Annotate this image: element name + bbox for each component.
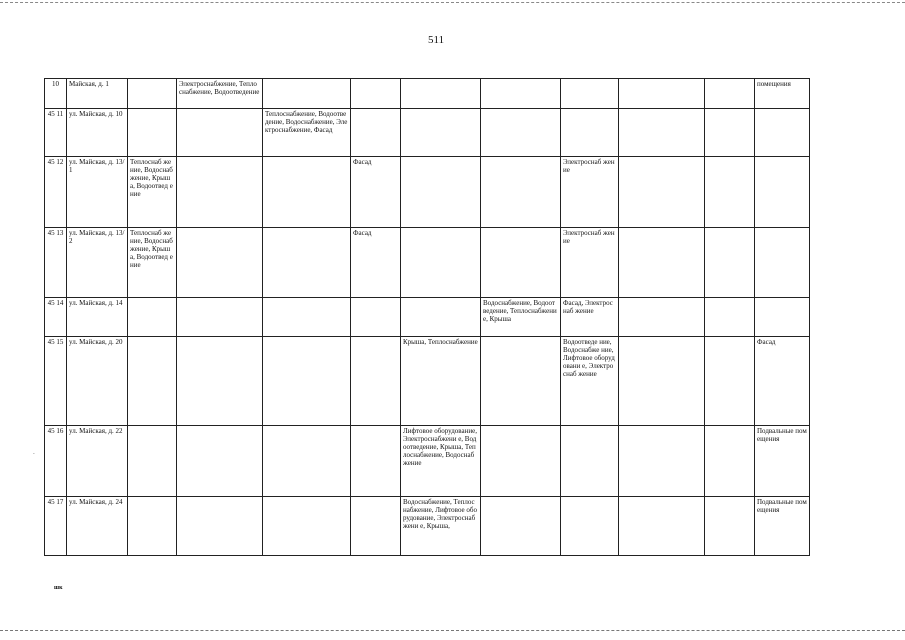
work-cell xyxy=(705,497,755,556)
address-cell: ул. Майская, д. 14 xyxy=(67,298,128,337)
page-number: 511 xyxy=(428,34,445,46)
work-cell xyxy=(481,228,561,298)
work-cell xyxy=(401,298,481,337)
work-cell xyxy=(263,79,351,109)
work-cell xyxy=(401,157,481,228)
work-cell xyxy=(351,426,401,497)
address-cell: ул. Майская, д. 13/1 xyxy=(67,157,128,228)
address-cell: ул. Майская, д. 20 xyxy=(67,337,128,426)
work-cell xyxy=(705,79,755,109)
work-cell xyxy=(177,497,263,556)
work-cell xyxy=(263,426,351,497)
table-row xyxy=(45,157,810,228)
work-cell xyxy=(619,298,705,337)
work-cell xyxy=(263,497,351,556)
work-cell: Электроснаб жение xyxy=(561,157,619,228)
work-cell xyxy=(351,79,401,109)
work-cell xyxy=(561,426,619,497)
work-cell xyxy=(351,337,401,426)
work-cell xyxy=(128,79,177,109)
work-cell xyxy=(705,337,755,426)
work-cell xyxy=(755,157,810,228)
table-row xyxy=(45,79,810,109)
scan-edge-bottom xyxy=(0,630,905,631)
work-cell xyxy=(351,298,401,337)
work-cell xyxy=(705,228,755,298)
work-cell xyxy=(481,337,561,426)
work-cell: Подвальные помещения xyxy=(755,497,810,556)
work-cell: Водоснабжение, Водоотведение, Теплоснабжение, Крыша xyxy=(481,298,561,337)
table-row xyxy=(45,497,810,556)
address-cell: ул. Майская, д. 24 xyxy=(67,497,128,556)
work-cell xyxy=(177,157,263,228)
work-cell: Теплоснаб жение, Водоснаб жение, Крыша, Водоотвед ение xyxy=(128,228,177,298)
work-cell xyxy=(481,426,561,497)
work-cell: Теплоснабжение, Водоотведение, Водоснабжение, Электроснабжение, Фасад xyxy=(263,109,351,157)
table-row xyxy=(45,337,810,426)
work-cell xyxy=(619,157,705,228)
row-number: 10 xyxy=(45,79,67,109)
work-cell xyxy=(561,497,619,556)
table-row xyxy=(45,109,810,157)
work-cell xyxy=(619,337,705,426)
row-number: 45 12 xyxy=(45,157,67,228)
repair-schedule-table xyxy=(44,78,810,556)
table-row xyxy=(45,228,810,298)
work-cell xyxy=(705,426,755,497)
work-cell xyxy=(177,298,263,337)
work-cell xyxy=(401,228,481,298)
footer-mark: шк xyxy=(54,585,63,591)
row-number: 45 16 xyxy=(45,426,67,497)
row-number: 45 14 xyxy=(45,298,67,337)
work-cell xyxy=(177,228,263,298)
row-number: 45 13 xyxy=(45,228,67,298)
work-cell xyxy=(755,228,810,298)
work-cell xyxy=(705,157,755,228)
row-number: 45 11 xyxy=(45,109,67,157)
work-cell xyxy=(561,79,619,109)
work-cell xyxy=(619,497,705,556)
work-cell: Электроснаб жение xyxy=(561,228,619,298)
address-cell: ул. Майская, д. 22 xyxy=(67,426,128,497)
work-cell xyxy=(481,79,561,109)
work-cell: Лифтовое оборудование, Электроснабжени е, Водоотведение, Крыша, Теплоснабжение, Водоснабжение xyxy=(401,426,481,497)
address-cell: Майская, д. 1 xyxy=(67,79,128,109)
work-cell xyxy=(128,426,177,497)
work-cell xyxy=(177,426,263,497)
work-cell xyxy=(619,228,705,298)
work-cell xyxy=(128,298,177,337)
work-cell: Фасад xyxy=(351,228,401,298)
work-cell: Электроснабжение, Теплоснабжение, Водоотведение xyxy=(177,79,263,109)
work-cell: помещения xyxy=(755,79,810,109)
work-cell xyxy=(401,79,481,109)
table-row xyxy=(45,298,810,337)
margin-mark: - xyxy=(33,452,35,457)
work-cell: Водоотведе ние, Водоснабже ние, Лифтовое оборудовани е, Электроснаб жение xyxy=(561,337,619,426)
work-cell: Водоснабжение, Теплоснабжение, Лифтовое оборудование, Электроснабжени е, Крыша, xyxy=(401,497,481,556)
work-cell: Крыша, Теплоснабжение xyxy=(401,337,481,426)
work-cell: Фасад xyxy=(351,157,401,228)
work-cell xyxy=(705,298,755,337)
work-cell xyxy=(481,109,561,157)
address-cell: ул. Майская, д. 13/2 xyxy=(67,228,128,298)
work-cell xyxy=(561,109,619,157)
work-cell xyxy=(263,337,351,426)
work-cell xyxy=(263,157,351,228)
work-cell xyxy=(177,109,263,157)
work-cell xyxy=(619,109,705,157)
work-cell xyxy=(755,109,810,157)
work-cell xyxy=(705,109,755,157)
work-cell xyxy=(619,426,705,497)
row-number: 45 17 xyxy=(45,497,67,556)
work-cell xyxy=(128,497,177,556)
work-cell xyxy=(481,157,561,228)
table-row xyxy=(45,426,810,497)
work-cell xyxy=(755,298,810,337)
work-cell: Теплоснаб жение, Водоснаб жение, Крыша, Водоотвед ение xyxy=(128,157,177,228)
work-cell xyxy=(351,497,401,556)
work-cell xyxy=(481,497,561,556)
work-cell xyxy=(401,109,481,157)
work-cell: Фасад, Электроснаб жение xyxy=(561,298,619,337)
work-cell xyxy=(177,337,263,426)
scan-edge-top xyxy=(0,2,905,3)
work-cell xyxy=(263,228,351,298)
work-cell xyxy=(128,337,177,426)
row-number: 45 15 xyxy=(45,337,67,426)
work-cell: Подвальные помещения xyxy=(755,426,810,497)
work-cell: Фасад xyxy=(755,337,810,426)
work-cell xyxy=(128,109,177,157)
work-cell xyxy=(619,79,705,109)
work-cell xyxy=(351,109,401,157)
work-cell xyxy=(263,298,351,337)
address-cell: ул. Майская, д. 10 xyxy=(67,109,128,157)
